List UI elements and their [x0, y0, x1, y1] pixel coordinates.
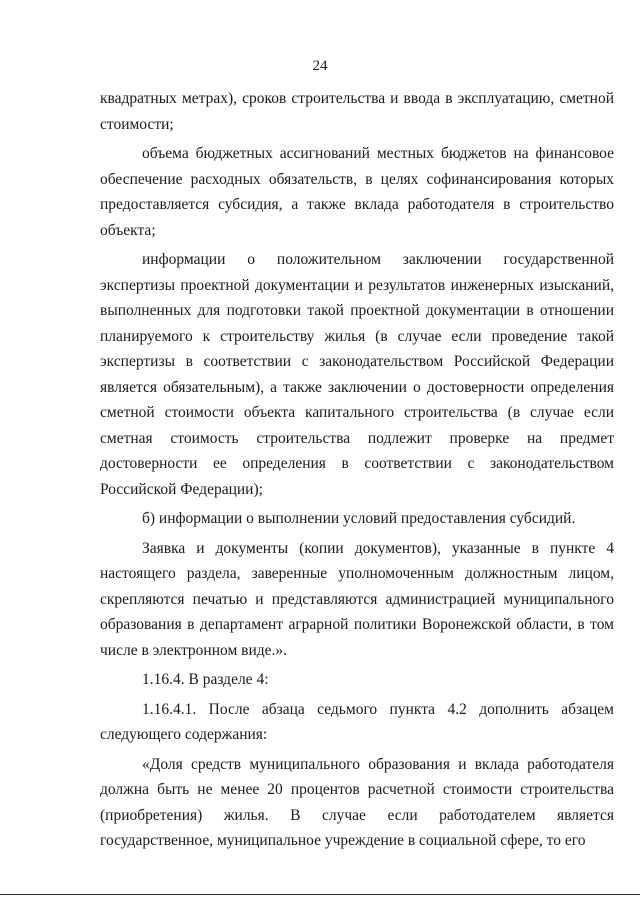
- page-number: 24: [312, 58, 328, 74]
- paragraph: информации о положительном заключении государственной экспертизы проектной документации и результатов инженерных изысканий, выполненных для подготовки такой проектной документации в отношении планируемого к строительству жилья (в случае если проведение такой экспертизы в соответствии с законодательством Российской Федерации является обязательным), а также заключении о достоверности определения сметной стоимости объекта капитального строительства (в случае если сметная стоимость строительства подлежит проверке на предмет достоверности ее определения в соответствии с законодательством Российской Федерации);: [100, 251, 614, 498]
- paragraph: 1.16.4. В разделе 4:: [142, 671, 269, 688]
- paragraph: 1.16.4.1. После абзаца седьмого пункта 4.2 дополнить абзацем следующего содержания:: [100, 700, 614, 743]
- document-body: [100, 86, 614, 858]
- paragraph: б) информации о выполнении условий предоставления субсидий.: [142, 510, 576, 527]
- footer-rule: [0, 894, 640, 895]
- paragraph: «Доля средств муниципального образования и вклада работодателя должна быть не менее 20 процентов расчетной стоимости строительства (приобретения) жилья. В случае если работодателем является государственное, муниципальное учреждение в социальной сфере, то его: [100, 755, 614, 849]
- paragraph: квадратных метрах), сроков строительства и ввода в эксплуатацию, сметной стоимости;: [100, 90, 614, 133]
- paragraph: объема бюджетных ассигнований местных бюджетов на финансовое обеспечение расходных обязательств, в целях софинансирования которых предоставляется субсидия, а также вклада работодателя в строительство объекта;: [100, 145, 614, 239]
- paragraph: Заявка и документы (копии документов), указанные в пункте 4 настоящего раздела, заверенные уполномоченным должностным лицом, скрепляются печатью и представляются администрацией муниципального образования в департамент аграрной политики Воронежской области, в том числе в электронном виде.».: [100, 539, 614, 659]
